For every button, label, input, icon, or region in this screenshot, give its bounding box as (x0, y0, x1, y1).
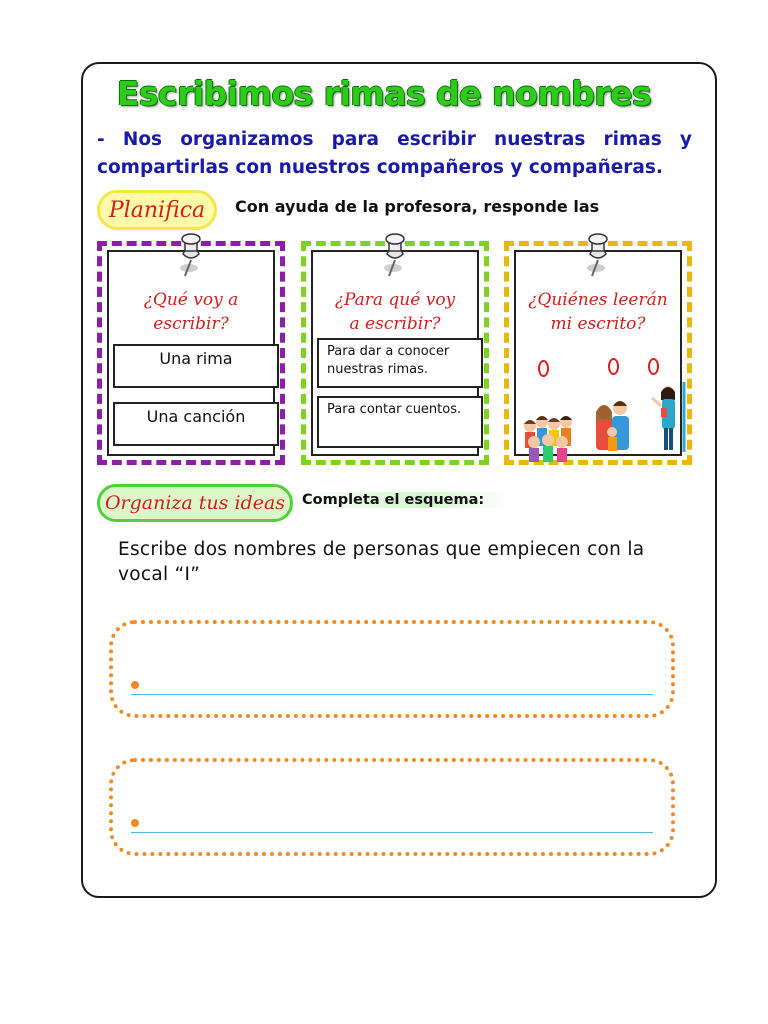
answer-box[interactable]: Para contar cuentos. (317, 396, 483, 448)
planifica-badge (97, 190, 217, 230)
bullet-icon (131, 819, 139, 827)
answer-box[interactable]: Para dar a conocer nuestras rimas. (317, 338, 483, 388)
exercise-instruction: Escribe dos nombres de personas que empiecen con la vocal “I” (118, 539, 645, 585)
intro-text: - Nos organizamos para escribir nuestras rimas y compartirlas con nuestros compañeros y compañeras. (97, 129, 692, 178)
family-icon (596, 401, 629, 451)
question-line: mi escrito? (550, 314, 646, 334)
organiza-instruction: Completa el esquema: (298, 492, 508, 508)
planifica-instruction: Con ayuda de la profesora, responde las (235, 197, 600, 216)
answer-box[interactable]: Una rima (113, 344, 279, 388)
organiza-badge (97, 484, 293, 522)
option-circle[interactable] (538, 360, 549, 377)
pushpin-icon (379, 232, 411, 282)
question-line: ¿Quiénes leerán (528, 290, 668, 310)
card-question (313, 288, 477, 336)
pushpin-icon (582, 232, 614, 282)
organiza-label: Organiza tus ideas (104, 492, 286, 514)
answer-box-1[interactable] (109, 620, 675, 718)
option-circle[interactable] (648, 358, 659, 375)
children-group-icon (524, 416, 572, 462)
answer-box-2[interactable] (109, 758, 675, 856)
card-why (301, 241, 489, 465)
pushpin-icon (175, 232, 207, 282)
planifica-label: Planifica (108, 197, 206, 223)
card-who (504, 241, 692, 465)
option-circle[interactable] (608, 358, 619, 375)
bullet-icon (131, 681, 139, 689)
question-line: ¿Para qué voy (334, 290, 456, 310)
people-illustration (518, 382, 688, 466)
question-line: a escribir? (349, 314, 441, 334)
answer-box[interactable]: Una canción (113, 402, 279, 446)
write-line[interactable] (131, 832, 653, 833)
card-what (97, 241, 285, 465)
card-question (516, 288, 680, 336)
question-line: escribir? (153, 314, 229, 334)
card-question (109, 288, 273, 336)
question-line: ¿Qué voy a (143, 290, 239, 310)
page-title: Escribimos rimas de nombres (116, 74, 652, 113)
write-line[interactable] (131, 694, 653, 695)
teacher-icon (652, 386, 675, 450)
